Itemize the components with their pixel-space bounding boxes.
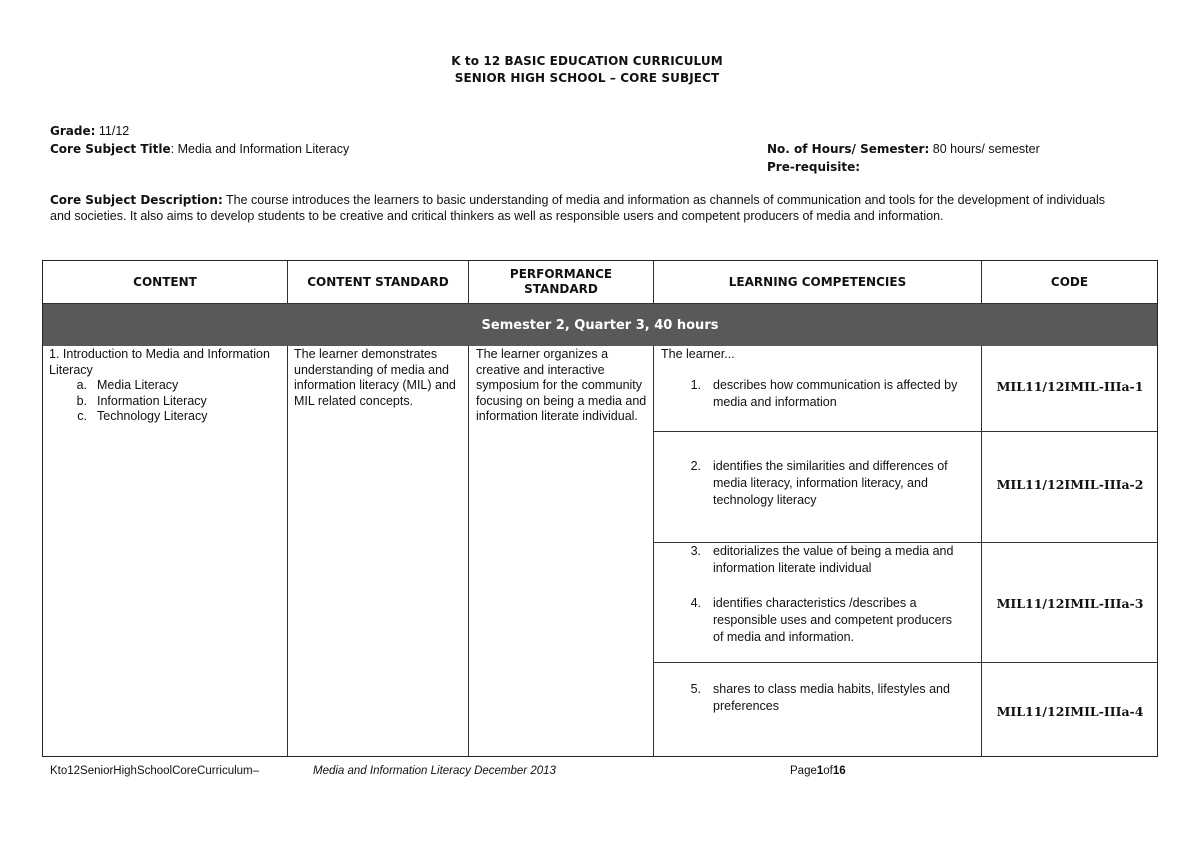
competency-item: 1. describes how communication is affected by media and information (690, 378, 958, 409)
page-prefix: Page (790, 765, 817, 777)
col-divider (287, 261, 288, 304)
subject-value: : Media and Information Literacy (170, 142, 350, 156)
header-content-standard: CONTENT STANDARD (307, 274, 449, 289)
hours-value: 80 hours/ semester (929, 142, 1040, 156)
page-number (790, 765, 846, 777)
col-divider (468, 346, 469, 756)
col-divider (287, 346, 288, 756)
col-divider (468, 261, 469, 304)
competency-item: 5. shares to class media habits, lifestyles and preferences (690, 682, 950, 713)
page-of: of (823, 765, 833, 777)
hours-label: No. of Hours/ Semester: (767, 142, 930, 156)
curriculum-table (42, 260, 1158, 757)
header-performance-standard (469, 261, 653, 303)
competency-code: MIL11/12IMIL-IIIa-3 (996, 596, 1144, 611)
grade-row (50, 123, 129, 139)
prerequisite-label: Pre-requisite: (767, 160, 861, 174)
header-performance-line1: PERFORMANCE (509, 267, 613, 281)
header-code: CODE (1050, 274, 1089, 289)
competency-item: 4. identifies characteristics /describes a responsible uses and competent producers of media and information. (690, 596, 953, 644)
hours-row (767, 141, 1040, 157)
content-cell (49, 347, 281, 425)
grade-label: Grade: (50, 124, 96, 138)
competency-code: MIL11/12IMIL-IIIa-2 (996, 477, 1144, 492)
document-title-line1: K to 12 BASIC EDUCATION CURRICULUM (451, 54, 723, 68)
prerequisite-row (767, 159, 860, 175)
col-divider (653, 261, 654, 304)
competency-item: 2. identifies the similarities and differences of media literacy, information literacy, and technology literacy (690, 459, 948, 507)
description-label: Core Subject Description: (50, 193, 223, 207)
description-text: The course introduces the learners to basic understanding of media and information as channels of communication and tools for the development of individuals and societies. It also aims to develop students to be creative and critical thinkers as well as responsible users and competent producers of media and information. (50, 193, 1105, 223)
competency-intro: The learner... (661, 347, 735, 361)
row-divider (653, 662, 1157, 663)
header-learning-competencies: LEARNING COMPETENCIES (728, 274, 907, 289)
col-divider (981, 261, 982, 304)
document-title-line2: SENIOR HIGH SCHOOL – CORE SUBJECT (454, 71, 720, 85)
header-performance-line2: STANDARD (524, 282, 598, 296)
subject-description (50, 193, 1110, 224)
competency-code: MIL11/12IMIL-IIIa-4 (996, 704, 1144, 719)
content-title: 1. Introduction to Media and Information Literacy (49, 347, 270, 377)
competency-item: 3. editorializes the value of being a media and information literate individual (690, 544, 954, 575)
page-total: 16 (832, 765, 846, 777)
col-divider (981, 346, 982, 756)
content-item: b. Information Literacy (76, 393, 207, 408)
grade-value: 11/12 (95, 124, 130, 138)
content-item: c. Technology Literacy (77, 409, 208, 423)
semester-band: Semester 2, Quarter 3, 40 hours (43, 304, 1157, 346)
subject-row (50, 141, 349, 157)
footer-left: Kto12SeniorHighSchoolCoreCurriculum– (50, 765, 260, 777)
performance-standard-cell: The learner organizes a creative and interactive symposium for the community focusing on being a media and information literate individual. (476, 347, 647, 423)
content-standard-cell: The learner demonstrates understanding of media and information literacy (MIL) and MIL related concepts. (294, 347, 456, 408)
footer-middle: Media and Information Literacy December 2013 (313, 765, 556, 777)
competency-code: MIL11/12IMIL-IIIa-1 (996, 379, 1144, 394)
row-divider (653, 431, 1157, 432)
col-divider (653, 346, 654, 756)
header-content: CONTENT (133, 274, 197, 289)
subject-label: Core Subject Title (50, 142, 171, 156)
page-current: 1 (816, 765, 824, 777)
content-item: a. Media Literacy (76, 378, 179, 392)
